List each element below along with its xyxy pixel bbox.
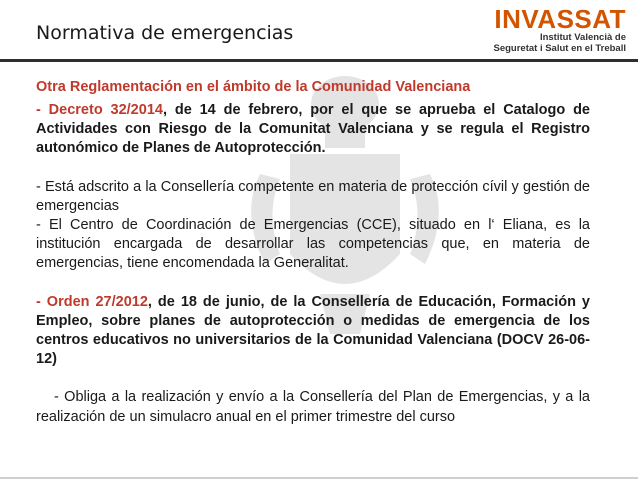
decreto-paragraph [36,101,590,159]
header [0,0,638,60]
logo-wordmark: INVASSAT [494,4,626,34]
orden-paragraph [36,293,590,370]
header-divider [0,59,638,62]
spacer [36,274,590,293]
obligation-paragraph: - Obliga a la realización y envío a la Consellería del Plan de Emergencias, y a la realización de un simulacro anual en el primer trimestre del curso [36,389,590,425]
spacer [36,369,590,388]
logo-line-1: Institut Valencià de [539,32,626,43]
decreto-description: , de 14 de febrero, por el que se aprueba el Catalogo de Actividades con Riesgo de la Comunitat Valenciana y se regula el Registro autonómico de Planes de Autoprotección. [36,102,590,157]
bullet-cce: - El Centro de Coordinación de Emergencias (CCE), situado en l‘ Eliana, es la institución encargada de desarrollar las competencias que, en materia de emergencias, tiene encomendada la Generalitat. [36,217,590,272]
content-body [36,101,590,427]
invassat-logo [456,6,626,56]
orden-description: , de 18 de junio, de la Consellería de Educación, Formación y Empleo, sobre planes de autoprotección o medidas de emergencia de los centros educativos no universitarios de la Comunidad Valenciana (DOCV 26-06-12) [36,293,590,368]
section-subtitle: Otra Reglamentación en el ámbito de la Comunidad Valenciana [36,79,471,95]
spacer [36,159,590,178]
logo-line-2: Seguretat i Salut en el Treball [493,43,626,54]
orden-reference: - Orden 27/2012 [36,293,148,310]
decreto-reference: - Decreto 32/2014 [36,102,163,118]
page-title: Normativa de emergencias [36,22,294,44]
bullet-adscrito: - Está adscrito a la Consellería competente en materia de protección cívil y gestión de emergencias [36,178,590,214]
